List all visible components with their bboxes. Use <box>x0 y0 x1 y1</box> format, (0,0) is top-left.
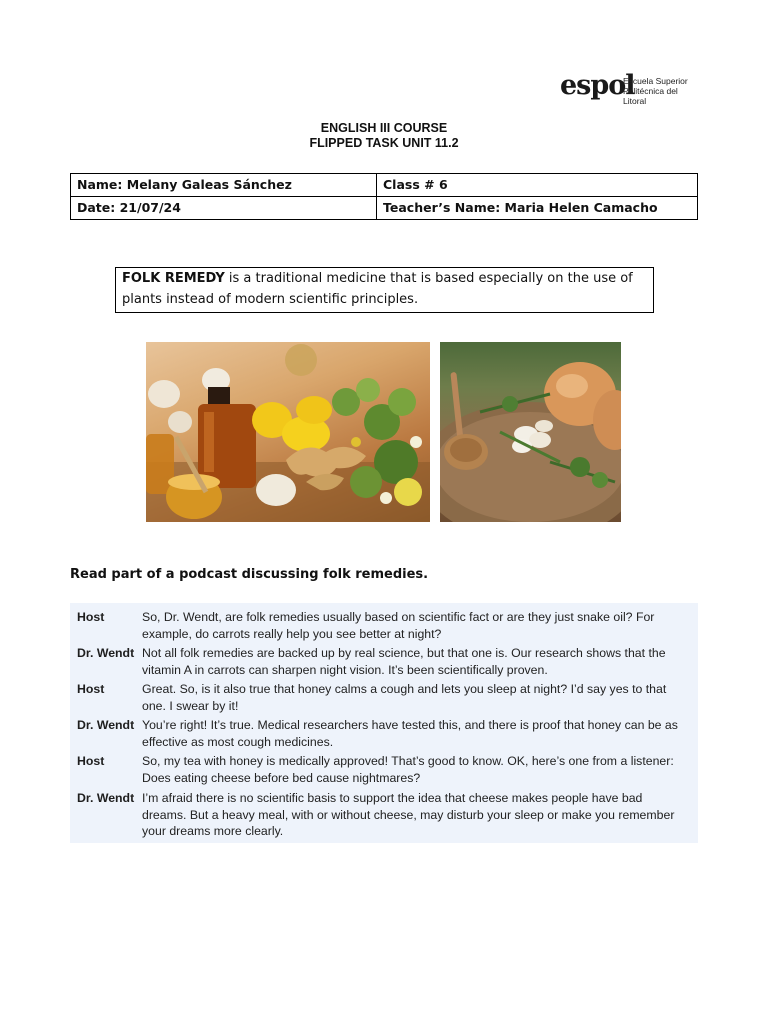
definition-term: FOLK REMEDY <box>122 271 225 286</box>
speaker-label: Dr. Wendt <box>77 646 135 660</box>
speaker-label: Dr. Wendt <box>77 791 135 805</box>
espol-logo <box>560 68 695 108</box>
speaker-label: Host <box>77 610 105 624</box>
onions-garlic-wooden-spoon-herbs-icon <box>440 342 621 522</box>
student-name-cell: Name: Melany Galeas Sánchez <box>71 174 377 197</box>
logo-wordmark: espol <box>560 70 635 101</box>
class-number-cell: Class # 6 <box>377 174 698 197</box>
definition-box <box>115 267 654 313</box>
onion-garlic-spoon-photo <box>440 342 621 522</box>
logo-subtitle-line1: Escuela Superior <box>623 76 688 86</box>
dialogue-text: So, Dr. Wendt, are folk remedies usually based on scientific fact or are they just snake oil? For example, do carrots really help you see better at night? <box>142 610 655 641</box>
herbal-remedies-photo <box>146 342 430 522</box>
task-title: FLIPPED TASK UNIT 11.2 <box>309 136 459 150</box>
honey-lemon-ginger-garlic-herbs-icon <box>146 342 430 522</box>
dialogue-text: So, my tea with honey is medically approved! That’s good to know. OK, here’s one from a listener: Does eating cheese before bed cause nightmares? <box>142 754 674 785</box>
student-info-table <box>70 173 698 220</box>
dialogue-text: Not all folk remedies are backed up by real science, but that one is. Our research shows that the vitamin A in carrots can sharpen night vision. It’s been scientifically proven. <box>142 646 666 677</box>
dialogue-text: Great. So, is it also true that honey calms a cough and lets you sleep at night? I’d say yes to that one. I swear by it! <box>142 682 667 713</box>
podcast-transcript <box>70 603 698 843</box>
teacher-name-cell: Teacher’s Name: Maria Helen Camacho <box>377 197 698 220</box>
document-title <box>0 121 768 151</box>
dialogue-text: I’m afraid there is no scientific basis to support the idea that cheese makes people have bad dreams. But a heavy meal, with or without cheese, may disturb your sleep or make you remember your dreams more clearly. <box>142 791 675 838</box>
dialogue-text: You’re right! It’s true. Medical researchers have tested this, and there is proof that honey can be as effective as most cough medicines. <box>142 718 678 749</box>
speaker-label: Host <box>77 682 105 696</box>
speaker-label: Dr. Wendt <box>77 718 135 732</box>
logo-subtitle-line2: Politécnica del Litoral <box>623 86 678 106</box>
table-row <box>71 197 698 220</box>
logo-subtitle <box>623 76 695 106</box>
podcast-intro: Read part of a podcast discussing folk remedies. <box>70 567 429 582</box>
date-cell: Date: 21/07/24 <box>71 197 377 220</box>
table-row <box>71 174 698 197</box>
definition-text: is a traditional medicine that is based especially on the use of plants instead of modern scientific principles. <box>122 271 633 307</box>
course-title: ENGLISH III COURSE <box>320 121 448 135</box>
speaker-label: Host <box>77 754 105 768</box>
